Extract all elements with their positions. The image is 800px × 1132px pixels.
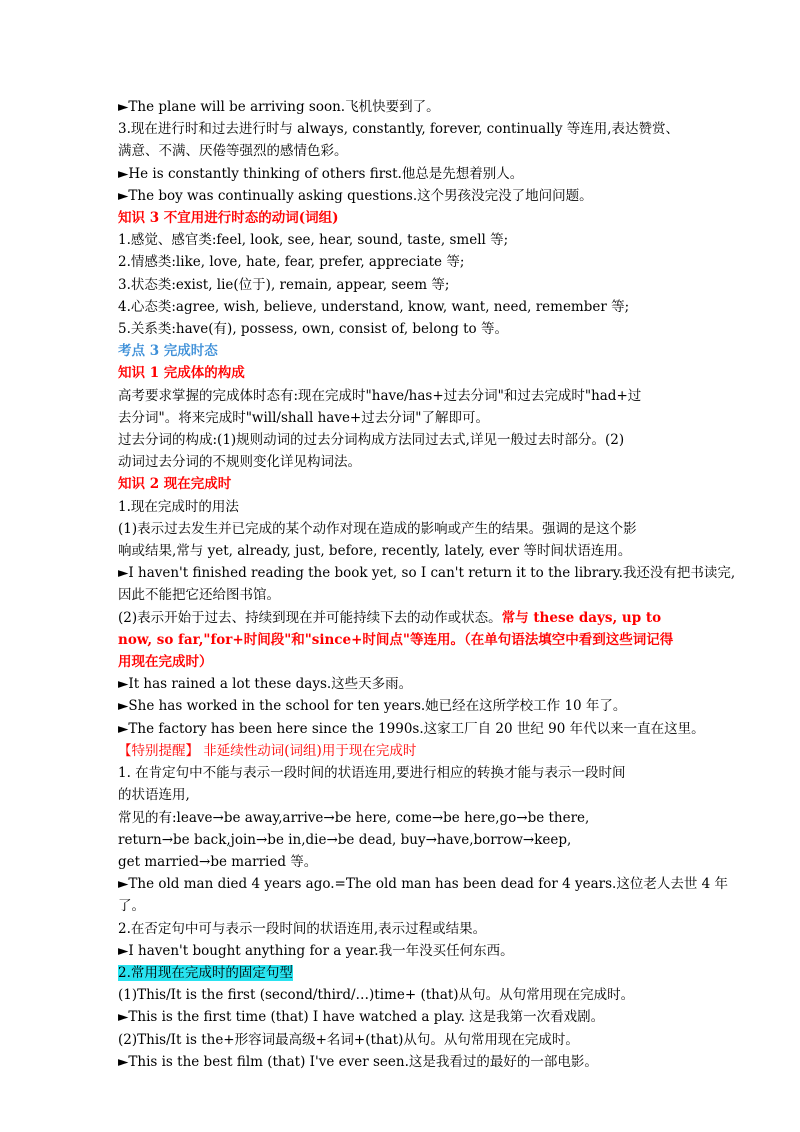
body-text: 2.在否定句中可与表示一段时间的状语连用,表示过程或结果。 <box>118 920 487 937</box>
section-heading: 知识 3 不宜用进行时态的动词(词组) <box>118 210 339 227</box>
list-item: 4.心态类:agree, wish, believe, understand, know, want, need, remember 等; <box>118 298 630 315</box>
example-sentence: 了。 <box>118 898 145 915</box>
topic-heading: 考点 3 完成时态 <box>118 343 218 360</box>
list-item: 2.情感类:like, love, hate, fear, prefer, appreciate 等; <box>118 254 465 271</box>
body-text: (1)This/It is the first (second/third/…)time+ (that)从句。从句常用现在完成时。 <box>118 987 635 1004</box>
example-sentence: ►The old man died 4 years ago.=The old man has been dead for 4 years.这位老人去世 4 年 <box>118 876 728 893</box>
document-body <box>118 96 736 1073</box>
highlighted-heading <box>118 962 686 984</box>
body-text: 动词过去分词的不规则变化详见构词法。 <box>118 454 361 471</box>
example-sentence: 因此不能把它还给图书馆。 <box>118 587 280 604</box>
example-sentence: ►The factory has been here since the 1990s.这家工厂自 20 世纪 90 年代以来一直在这里。 <box>118 720 705 737</box>
list-item: 3.状态类:exist, lie(位于), remain, appear, seem 等; <box>118 276 450 293</box>
special-reminder <box>118 740 686 762</box>
body-text: 常见的有:leave→be away,arrive→be here, come→be here,go→be there, <box>118 809 590 826</box>
body-text: 3.现在进行时和过去进行时与 always, constantly, forever, continually 等连用,表达赞赏、 <box>118 121 680 138</box>
usage-paragraph <box>118 607 686 674</box>
list-item: 5.关系类:have(有), possess, own, consist of, belong to 等。 <box>118 321 508 338</box>
example-sentence: ►The plane will be arriving soon.飞机快要到了。 <box>118 99 440 115</box>
body-text: 的状语连用, <box>118 787 190 804</box>
example-sentence: ►It has rained a lot these days.这些天多雨。 <box>118 676 413 693</box>
body-text: return→be back,join→be in,die→be dead, buy→have,borrow→keep, <box>118 831 572 848</box>
example-sentence: ►The boy was continually asking questions.这个男孩没完没了地问问题。 <box>118 187 593 204</box>
section-heading: 知识 2 现在完成时 <box>118 476 232 493</box>
highlight-mark: 2.常用现在完成时的固定句型 <box>118 964 293 981</box>
body-text: (2)This/It is the+形容词最高级+名词+(that)从句。从句常用现在完成时。 <box>118 1031 579 1048</box>
body-text: 去分词"。将来完成时"will/shall have+过去分词"了解即可。 <box>118 409 489 426</box>
example-sentence: ►I haven't finished reading the book yet, so I can't return it to the library.我还没有把书读完, <box>118 565 736 582</box>
example-sentence: ►This is the best film (that) I've ever seen.这是我看过的最好的一部电影。 <box>118 1053 598 1070</box>
reminder-label: 【特别提醒】 <box>118 742 199 759</box>
body-text: 响或结果,常与 yet, already, just, before, recently, lately, ever 等时间状语连用。 <box>118 543 632 560</box>
list-item: 1.感觉、感官类:feel, look, see, hear, sound, taste, smell 等; <box>118 232 509 249</box>
body-text: 满意、不满、厌倦等强烈的感情色彩。 <box>118 143 348 160</box>
body-text: (2)表示开始于过去、持续到现在并可能持续下去的动作或状态。 <box>118 609 502 626</box>
body-text: 1.现在完成时的用法 <box>118 498 239 515</box>
body-text: 过去分词的构成:(1)规则动词的过去分词构成方法同过去式,详见一般过去时部分。(2) <box>118 432 625 449</box>
reminder-title: 非延续性动词(词组)用于现在完成时 <box>199 742 417 759</box>
section-heading: 知识 1 完成体的构成 <box>118 365 245 382</box>
example-sentence: ►This is the first time (that) I have watched a play. 这是我第一次看戏剧。 <box>118 1009 605 1026</box>
example-sentence: ►She has worked in the school for ten years.她已经在这所学校工作 10 年了。 <box>118 698 627 715</box>
body-text: (1)表示过去发生并已完成的某个动作对现在造成的影响或产生的结果。强调的是这个影 <box>118 520 637 537</box>
emphasis-note: 常与 these days, up to now, so far,"for+时间段"和"since+时间点"等连用。（在单句语法填空中看到这些词记得用现在完成时） <box>118 609 674 671</box>
body-text: 1. 在肯定句中不能与表示一段时间的状语连用,要进行相应的转换才能与表示一段时间 <box>118 765 626 782</box>
body-text: get married→be married 等。 <box>118 853 318 870</box>
example-sentence: ►I haven't bought anything for a year.我一年没买任何东西。 <box>118 942 514 959</box>
example-sentence: ►He is constantly thinking of others first.他总是先想着别人。 <box>118 165 524 182</box>
body-text: 高考要求掌握的完成体时态有:现在完成时"have/has+过去分词"和过去完成时"had+过 <box>118 387 642 404</box>
